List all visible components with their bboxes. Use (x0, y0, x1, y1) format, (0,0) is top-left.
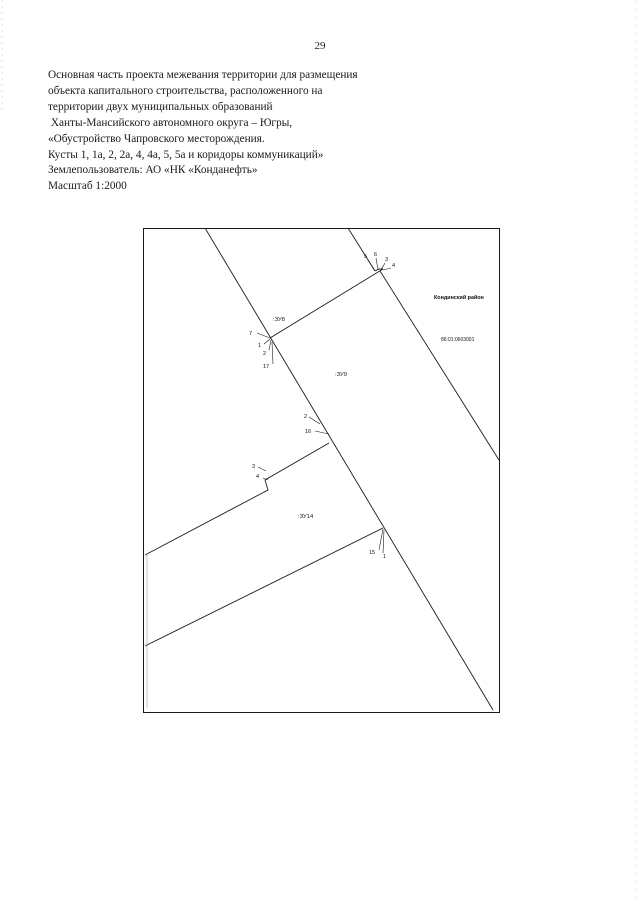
point-leaders (257, 258, 391, 553)
point-label: 4 (256, 474, 260, 480)
boundary-line (145, 528, 383, 646)
point-label: 3 (385, 257, 389, 263)
point-label: 4 (392, 263, 396, 269)
parcel-label-zu9: :ЗУ9 (335, 372, 347, 378)
document-header (48, 68, 388, 195)
header-line: объекта капитального строительства, расположенного на (48, 84, 323, 97)
header-line: Основная часть проекта межевания территории для размещения (48, 69, 358, 81)
point-label: 2 (304, 414, 308, 420)
scan-edge-right (633, 0, 637, 905)
parcel-label-zu8: :ЗУ8 (273, 317, 285, 323)
scan-edge-left (1, 0, 5, 905)
point-label: 1 (383, 554, 387, 560)
header-line: территории двух муниципальных образований (48, 100, 273, 113)
page-number: 29 (314, 40, 326, 52)
point-label: 17 (263, 364, 270, 370)
map-frame (144, 229, 500, 713)
header-line: Землепользователь: АО «НК «Конданефть» (48, 164, 258, 177)
header-line: Ханты-Мансийского автономного округа – Югры, (48, 116, 293, 129)
header-line: «Обустройство Чапровского месторождения. (48, 132, 265, 145)
point-label: 16 (305, 429, 312, 435)
header-line: Кусты 1, 1а, 2, 2а, 4, 4а, 5, 5а и коридоры коммуникаций» (48, 148, 324, 161)
point-label: 15 (369, 550, 376, 556)
point-label: 3 (252, 464, 256, 470)
district-label: Кондинский район (434, 295, 484, 301)
point-label: 2 (263, 351, 267, 357)
point-label: 6 (374, 252, 378, 258)
point-label: 7 (249, 331, 253, 337)
map-drawing (143, 228, 500, 713)
boundary-line (270, 269, 383, 338)
boundary-line (145, 443, 329, 555)
point-label: 1 (258, 343, 262, 349)
cadastral-map (143, 228, 500, 713)
parcel-label-zu14: :ЗУ14 (298, 514, 314, 520)
point-label: 5 (364, 254, 368, 260)
scale-line: Масштаб 1:2000 (48, 180, 127, 193)
cadastral-block-label: 86:01:0603001 (441, 337, 475, 343)
